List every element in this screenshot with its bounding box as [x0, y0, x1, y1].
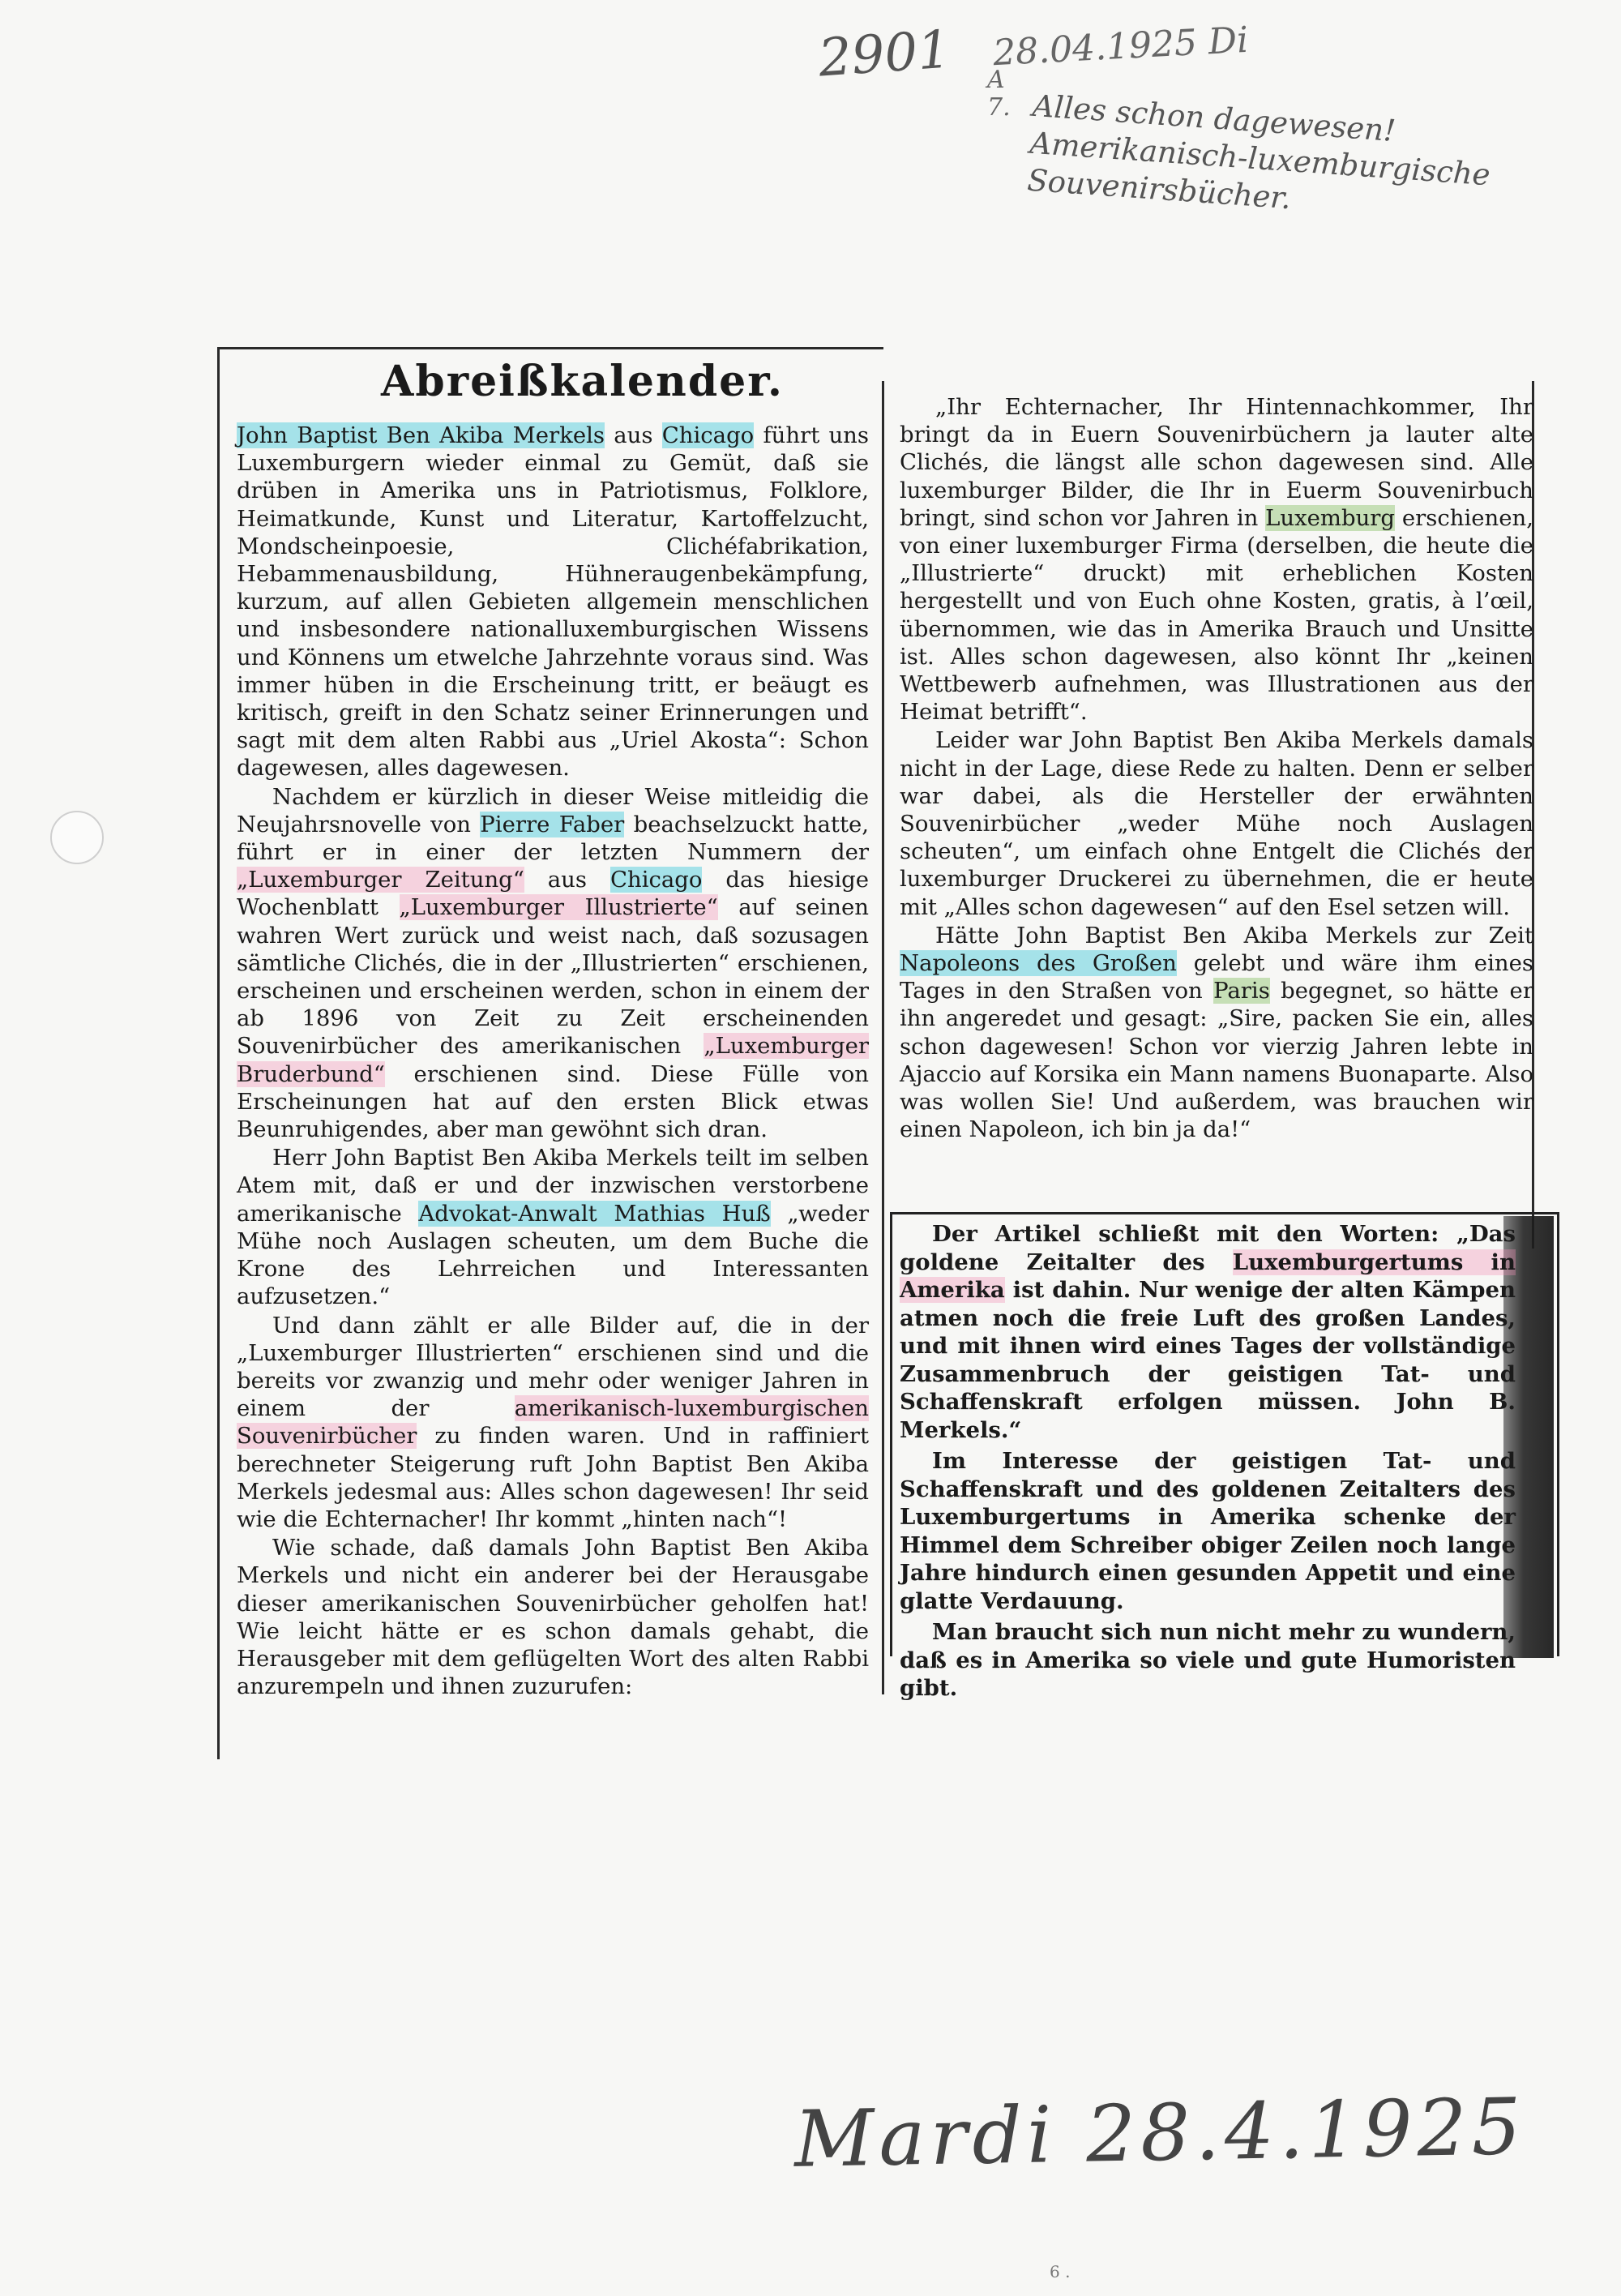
right-column: [900, 393, 1533, 1144]
text-run: ist dahin. Nur wenige der alten Kämpen atmen noch die freie Luft des großen Landes, und mit ihnen wird eines Tages der vollständige Zusammenbruch der geistigen Tat- und Schaffenskraft erfolgen müssen. John B. Merkels.“: [900, 1277, 1516, 1443]
handwritten-note: Alles schon dagewesen! Amerikanisch-luxemburgische Souvenirsbücher.: [1026, 88, 1492, 216]
paragraph: [237, 422, 869, 782]
clipping-left-rule: [217, 349, 220, 1759]
place-name: Ajaccio: [900, 1060, 982, 1087]
paragraph: Man braucht sich nun nicht mehr zu wundern, daß es in Amerika so viele und gute Humoristen gibt.: [900, 1619, 1516, 1701]
clipping-top-rule: [217, 347, 883, 349]
text-run: das hiesige Wochenblatt: [237, 867, 870, 921]
paragraph: [237, 1144, 869, 1310]
text-run: zu finden waren. Und in raffiniert berechneter Steigerung ruft John Baptist Ben Akiba Merkels jedesmal aus: Alles schon dagewesen! Ihr seid wie die Echternacher! Ihr kommt „hinten nach“!: [237, 1423, 869, 1532]
text-run: „weder Mühe noch Auslagen scheuten, um dem Buche die Krone des Lehrreichen und Interessanten aufzusetzen.“: [237, 1200, 869, 1310]
highlight-city: Chicago: [609, 867, 703, 893]
article-headline: Abreißkalender.: [381, 357, 784, 406]
handwritten-date: 28.04.1925 Di: [991, 19, 1250, 75]
text-run: Und dann zählt er alle Bilder auf, die in der „Luxemburger Illustrierten“ erschienen sind und die bereits vor zwanzig und mehr oder weniger Jahren in einem der: [237, 1312, 869, 1422]
punch-hole: [50, 811, 104, 864]
text-run: beachselzuckt hatte, führt er in einer der letzten Nummern der: [237, 811, 870, 866]
highlight-phrase: Luxemburgertums in Amerika: [900, 1249, 1516, 1303]
highlight-name: John Baptist Ben Akiba Merkels: [237, 422, 605, 448]
paragraph: Leider war John Baptist Ben Akiba Merkels damals nicht in der Lage, diese Rede zu halten. Denn er selber war dabei, als die Hersteller der erwähnten Souvenirbücher „weder Mühe noch Auslagen scheuten“, um einfach ohne Entgelt die Clichés der luxemburger Druckerei zu übernehmen, die er heute mit „Alles schon dagewesen“ auf den Esel setzen will.: [900, 727, 1533, 920]
highlight-paper: „Luxemburger Zeitung“: [237, 867, 524, 893]
text-run: aus: [524, 867, 610, 893]
text-run: aus: [605, 422, 662, 448]
page-number: 6 .: [1050, 2262, 1071, 2281]
text-run: Herr John Baptist Ben Akiba Merkels teilt im selben Atem mit, daß er und der inzwischen verstorbene amerikanische: [237, 1145, 869, 1227]
highlight-city: Chicago: [661, 422, 755, 448]
text-run: auf seinen wahren Wert zurück und weist nach, daß sozusagen sämtliche Clichés, die in der „Illustrierten“ erschienen, erscheinen und erscheinen werden, schon in einem der ab 1896 von Zeit zu Zeit erscheinenden Souvenirbücher des amerikanischen: [237, 894, 869, 1060]
text-run: Hätte John Baptist Ben Akiba Merkels zur Zeit: [935, 922, 1533, 949]
highlight-name: Advokat-Anwalt Mathias Huß: [418, 1200, 771, 1227]
paragraph: [237, 1312, 869, 1534]
archive-number: 2901: [816, 19, 953, 89]
column-divider: [882, 381, 884, 1694]
text-run: gelebt und wäre ihm eines Tages in den Straßen von: [900, 950, 1533, 1004]
left-column: [237, 422, 869, 1701]
quote-box: [900, 1220, 1516, 1706]
highlight-books: amerikanisch-luxemburgischen Souvenirbücher: [237, 1395, 869, 1450]
paragraph: [900, 393, 1533, 726]
text-run: erschienen, von einer luxemburger Firma (derselben, die heute die „Illustrierte“ druckt) mit erheblichen Kosten hergestellt und von Euch ohne Kosten, gratis, à l’œil, übernommen, wie das in Amerika Brauch und Unsitte ist. Alles schon dagewesen, also könnt Ihr „keinen Wettbewerb aufnehmen, was Illustrationen aus der Heimat betrifft“.: [900, 504, 1533, 726]
text-run: „Ihr Echternacher, Ihr Hintennachkommer, Ihr bringt da in Euern Souvenirbüchern ja lauter alte Clichés, die längst alle schon dagewesen sind. Alle luxemburger Bilder, die Ihr in Euerm Souvenirbuch bringt, sind schon vor Jahren in: [900, 394, 1533, 531]
handwritten-bottom-date: Mardi 28.4.1925: [793, 2081, 1527, 2185]
highlight-name: Napoleons des Großen: [900, 950, 1177, 977]
text-run: auf Korsika ein Mann namens Buonaparte. Also was wollen Sie! Und außerdem, was brauchen wir einen Napoleon, ich bin ja da!“: [900, 1060, 1533, 1143]
highlight-name: Pierre Faber: [480, 811, 625, 837]
text-run: führt uns Luxemburgern wieder einmal zu Gemüt, daß sie drüben in Amerika uns in Patriotismus, Folklore, Heimatkunde, Kunst und Literatur, Kartoffelzucht, Mondscheinpoesie, Clichéfabrikation, Hebammenausbildung, Hühneraugenbekämpfung, kurzum, auf allen Gebieten allgemein menschlichen und insbesondere nationalluxemburgischen Wissens und Könnens um etwelche Jahrzehnte voraus sind. Was immer hüben in die Erscheinung tritt, er beäugt es kritisch, greift in den Schatz seiner Erinnerungen und sagt mit dem alten Rabbi aus „Uriel Akosta“: Schon dagewesen, alles dagewesen.: [237, 422, 870, 782]
highlight-city: Paris: [1213, 978, 1270, 1004]
highlight-weekly: „Luxemburger Illustrierte“: [399, 894, 718, 921]
highlight-city: Luxemburg: [1265, 504, 1396, 531]
text-run: erschienen sind. Diese Fülle von Erscheinungen hat auf den ersten Blick etwas Beunruhigendes, aber man gewöhnt sich dran.: [237, 1060, 869, 1143]
paragraph: Im Interesse der geistigen Tat- und Schaffenskraft und des goldenen Zeitalters des Luxemburgertums in Amerika schenke der Himmel dem Schreiber obiger Zeilen noch lange Jahre hindurch einen gesunden Appetit und eine glatte Verdauung.: [900, 1448, 1516, 1614]
highlight-club: „Luxemburger Bruderbund“: [237, 1033, 869, 1087]
text-run: Der Artikel schließt mit den Worten: „Das goldene Zeitalter des: [900, 1221, 1516, 1275]
text-run: Nachdem er kürzlich in dieser Weise mitleidig die Neujahrsnovelle von: [237, 783, 869, 837]
paragraph: Wie schade, daß damals John Baptist Ben Akiba Merkels und nicht ein anderer bei der Herausgabe dieser amerikanischen Souvenirbücher geholfen hat! Wie leicht hätte er es schon damals gehabt, die Herausgeber mit dem geflügelten Wort des alten Rabbi anzurempeln und ihnen zuzurufen:: [237, 1535, 869, 1700]
paragraph: [900, 922, 1533, 1144]
paragraph: [900, 1220, 1516, 1444]
text-run: begegnet, so hätte er ihn angeredet und gesagt: „Sire, packen Sie ein, alles schon dagewesen! Schon vor vierzig Jahren lebte in: [900, 978, 1533, 1060]
handwritten-marker: A 7.: [987, 66, 1011, 122]
paragraph: [237, 783, 869, 1144]
